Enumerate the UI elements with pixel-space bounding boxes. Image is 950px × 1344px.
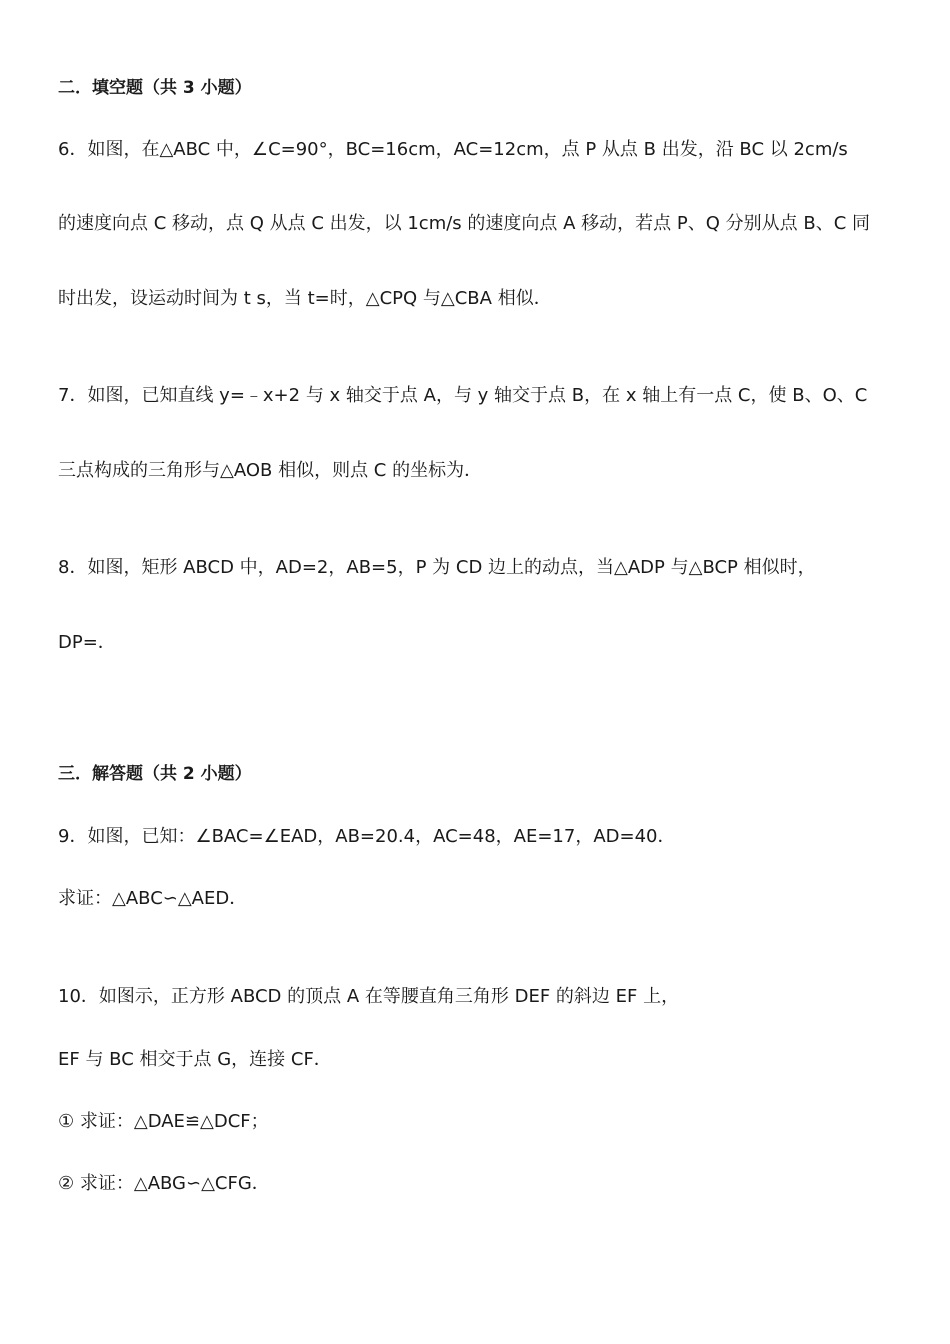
question-6-line-3: 时出发，设运动时间为 t s，当 t=时，△CPQ 与△CBA 相似．	[58, 288, 552, 309]
question-10-line-1: 10．如图示，正方形 ABCD 的顶点 A 在等腰直角三角形 DEF 的斜边 EF 上，	[58, 986, 680, 1007]
question-9-line-1: 9．如图，已知：∠BAC=∠EAD，AB=20.4，AC=48，AE=17，AD=40．	[58, 826, 676, 847]
question-9-line-2: 求证：△ABC∽△AED．	[58, 888, 248, 909]
section3-heading: 三．解答题（共 2 小题）	[58, 764, 252, 784]
question-6-line-2: 的速度向点 C 移动，点 Q 从点 C 出发，以 1cm/s 的速度向点 A 移动，若点 P、Q 分别从点 B、C 同	[58, 213, 870, 234]
question-7-line-1: 7．如图，已知直线 y=﹣x+2 与 x 轴交于点 A，与 y 轴交于点 B，在 x 轴上有一点 C，使 B、O、C	[58, 385, 868, 406]
question-8-line-2: DP=．	[58, 632, 116, 653]
section2-heading: 二．填空题（共 3 小题）	[58, 78, 252, 98]
question-10-line-4: ② 求证：△ABG∽△CFG．	[58, 1173, 270, 1194]
question-10-line-3: ① 求证：△DAE≌△DCF；	[58, 1111, 269, 1132]
question-7-line-2: 三点构成的三角形与△AOB 相似，则点 C 的坐标为．	[58, 460, 483, 481]
question-10-line-2: EF 与 BC 相交于点 G，连接 CF．	[58, 1049, 332, 1070]
question-6-line-1: 6．如图，在△ABC 中，∠C=90°，BC=16cm，AC=12cm，点 P 从点 B 出发，沿 BC 以 2cm/s	[58, 139, 848, 160]
question-8-line-1: 8．如图，矩形 ABCD 中，AD=2，AB=5，P 为 CD 边上的动点，当△ADP 与△BCP 相似时，	[58, 557, 816, 578]
